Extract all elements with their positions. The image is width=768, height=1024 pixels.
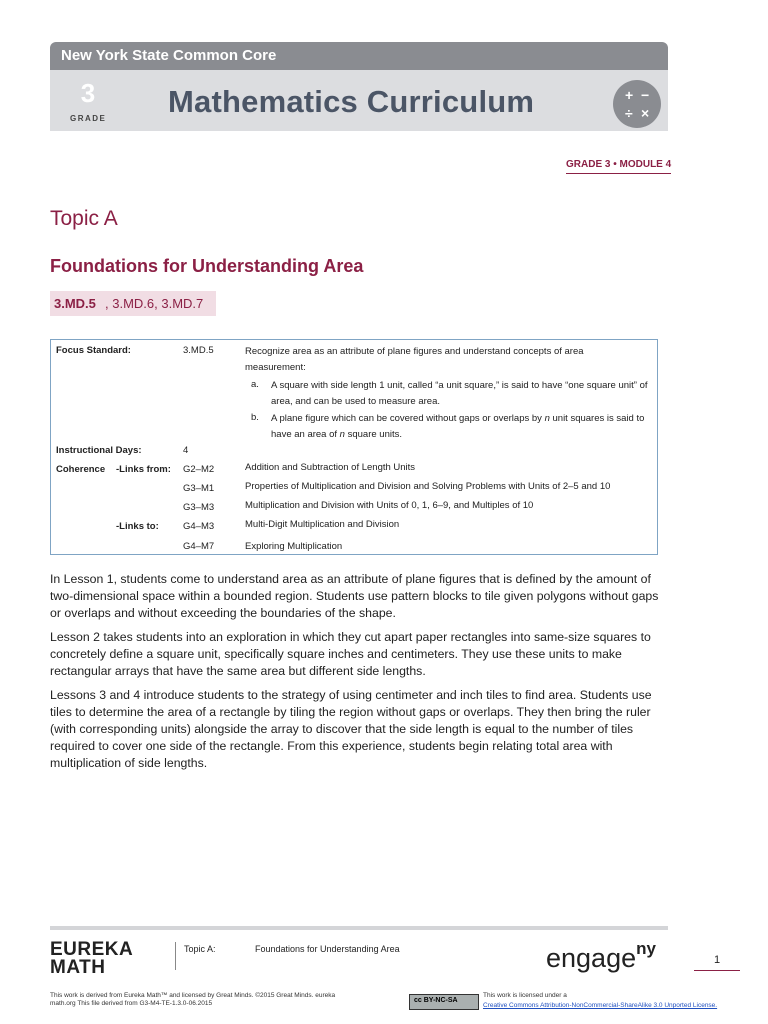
standard-primary: 3.MD.5 [54,296,96,311]
footer-topic-title: Foundations for Understanding Area [255,944,400,954]
item-b-marker: b. [251,412,259,423]
link-from-title: Addition and Subtraction of Length Units [245,462,416,473]
standards-rest: , 3.MD.6, 3.MD.7 [105,296,204,311]
coherence-label: Coherence [56,464,106,475]
topic-title: Foundations for Understanding Area [50,256,364,276]
grade-word: GRADE [70,114,107,123]
links-from-label: -Links from: [116,464,171,475]
curriculum-title: Mathematics Curriculum [168,84,535,119]
item-a-marker: a. [251,379,259,390]
times-symbol: × [641,105,650,121]
item-b-italic-n: n [544,413,550,424]
lesson-2-paragraph: Lesson 2 takes students into an exploration in which they cut apart paper rectangles into same-size squares to concretely define a square unit, specifically square inches and centimeters. They use these units to make rectangular arrays that have the same area but different side lengths. [50,630,651,678]
footer-derived-note: This work is derived from Eureka Math™ and licensed by Great Minds. ©2015 Great Minds. eureka math.org This file derived from G3-M4-TE-1.3.0-06.2015 [50,992,336,1007]
link-from-code: G3–M3 [183,502,215,513]
eureka-logo-line2: MATH [50,957,106,978]
lessons-3-4-paragraph: Lessons 3 and 4 introduce students to the strategy of using centimeter and inch tiles to find area. Students use tiles to determine the area of a rectangle by tiling the region without gaps or overlaps. They then bring the ruler (with corresponding units) alongside the array to discover that the side length is equal to the number of tiles required to cover one side of the rectangle. From this experience, students begin relating total area with multiplication of side lengths. [50,688,652,770]
link-to-code: G4–M3 [183,521,215,532]
cc-badge-text: cc BY-NC-SA [414,997,458,1004]
engage-sup: ny [636,939,656,958]
engageny-logo [546,939,656,974]
engage-text: engage [546,943,637,973]
focus-standard-code: 3.MD.5 [183,345,214,356]
item-b-text-after: square units. [344,429,403,440]
item-b-text [271,411,653,443]
link-to-code: G4–M7 [183,541,215,552]
link-from-title: Properties of Multiplication and Division and Solving Problems with Units of 2–5 and 10 [245,481,611,492]
link-to-title: Multi-Digit Multiplication and Division [245,519,400,530]
footer-topic-label: Topic A: [184,944,216,954]
link-to-title: Exploring Multiplication [245,541,343,552]
topic-label: Topic A [50,207,118,230]
creative-commons-badge[interactable] [409,994,479,1010]
page-number: 1 [694,954,740,971]
grade-number: 3 [80,78,96,108]
license-text: This work is licensed under a [483,992,567,999]
footer-divider [175,942,176,970]
eureka-logo-line1: EUREKA [50,939,134,960]
link-from-code: G2–M2 [183,464,215,475]
focus-standard-table [50,339,658,555]
item-b-text-middle: unit squares is said to have an area of [271,413,645,440]
divide-symbol: ÷ [625,105,633,121]
footer-rule [50,926,668,930]
license-link[interactable]: Creative Commons Attribution-NonCommercial-ShareAlike 3.0 Unported License. [483,1002,718,1009]
link-from-title: Multiplication and Division with Units of 0, 1, 6–9, and Multiples of 10 [245,500,534,511]
links-to-label: -Links to: [116,521,159,532]
state-banner [50,42,668,70]
focus-standard-label: Focus Standard: [56,345,131,356]
eureka-math-logo [50,941,133,977]
standards-box [50,291,216,316]
item-b-text-before: A plane figure which can be covered without gaps or overlaps by [271,413,545,424]
state-label: New York State Common Core [61,47,277,64]
math-operations-icon [613,80,661,128]
link-from-code: G3–M1 [183,483,215,494]
item-b-italic-n2: n [339,429,345,440]
plus-symbol: + [625,87,634,103]
module-label: GRADE 3 • MODULE 4 [566,159,671,174]
item-a-text: A square with side length 1 unit, called “a unit square,” is said to have “one square unit” of area, and can be used to measure area. [271,380,648,407]
minus-symbol: − [641,87,650,103]
focus-standard-text: Recognize area as an attribute of plane figures and understand concepts of area measurement: [245,346,584,373]
lesson-1-paragraph: In Lesson 1, students come to understand area as an attribute of plane figures that is defined by the amount of two-dimensional space within a bounded region. Students use pattern blocks to tile given polygons without gaps or overlaps and without exceeding the boundaries of the shape. [50,572,659,620]
instructional-days-label: Instructional Days: [56,445,142,456]
instructional-days-value: 4 [183,445,189,456]
